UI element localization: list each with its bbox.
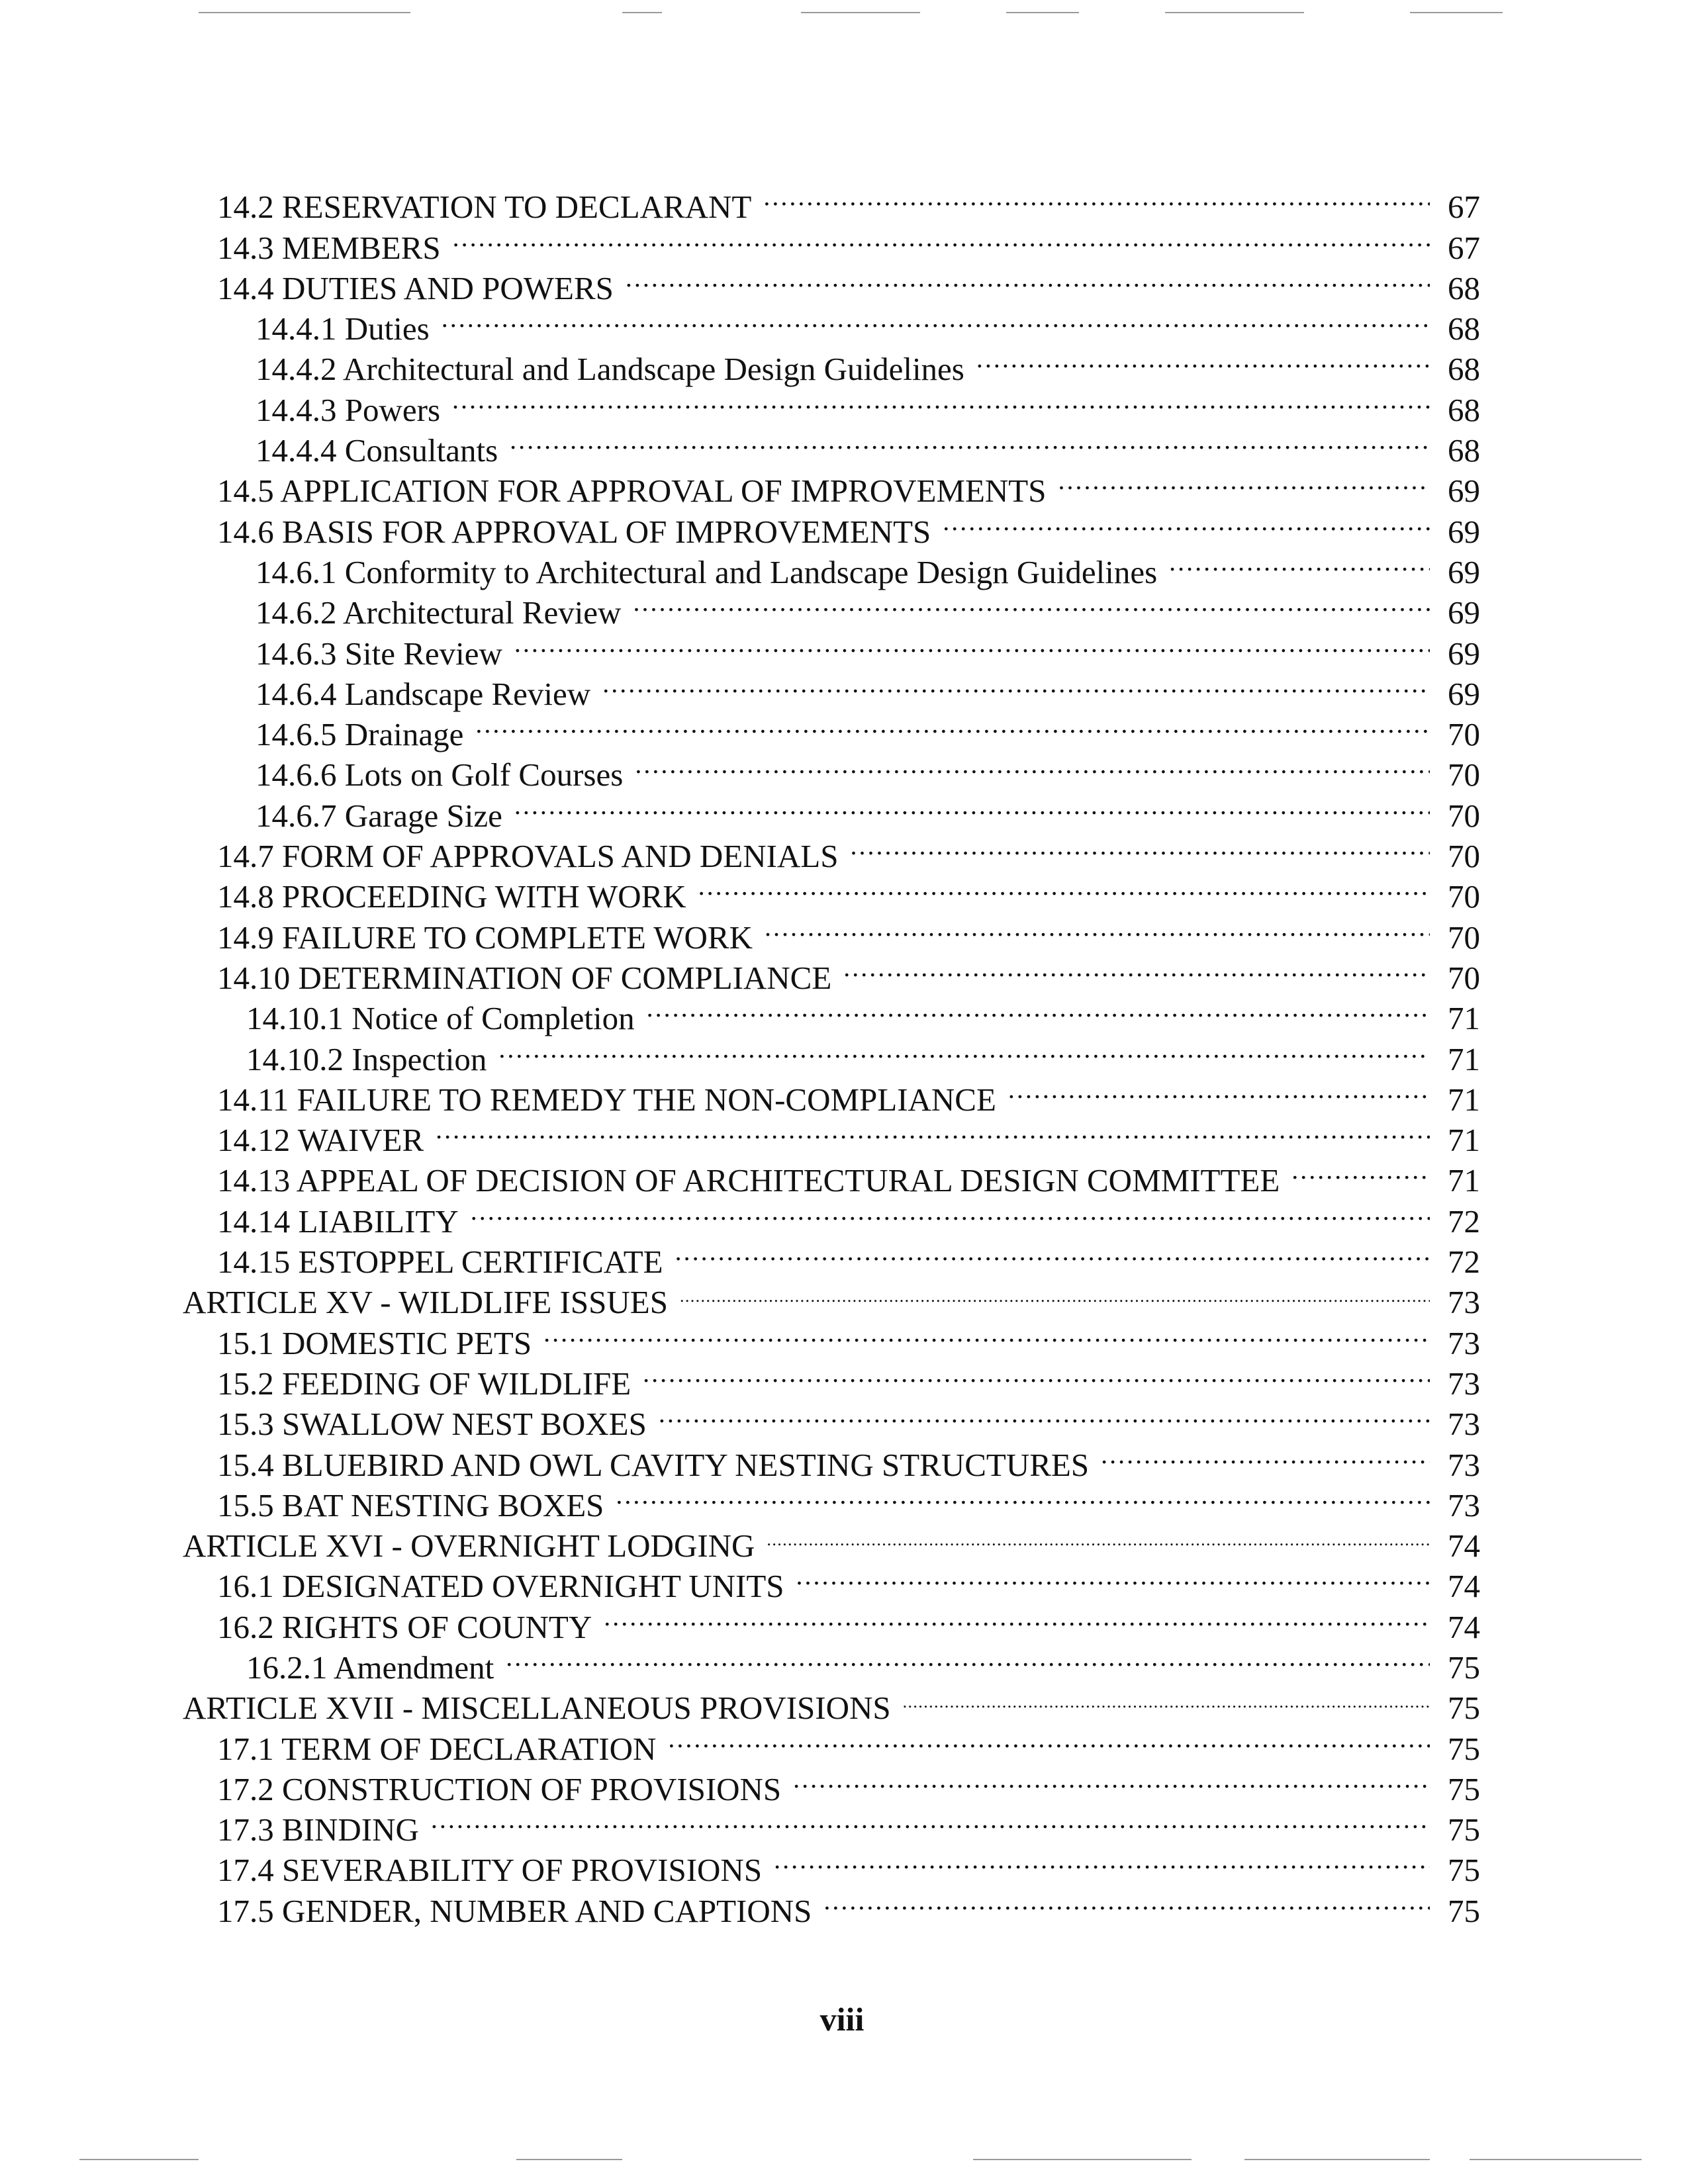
toc-entry-title: 14.2 RESERVATION TO DECLARANT bbox=[217, 189, 752, 226]
toc-entry-title: 14.4.2 Architectural and Landscape Design Guidelines bbox=[256, 351, 964, 388]
toc-entry-page-number: 70 bbox=[1448, 797, 1480, 834]
toc-entry-page-number: 68 bbox=[1448, 310, 1480, 347]
toc-entry-page-number: 71 bbox=[1448, 1162, 1480, 1199]
toc-entry-title: 14.6.7 Garage Size bbox=[256, 797, 502, 834]
toc-entry-title: 14.6.2 Architectural Review bbox=[256, 594, 622, 631]
toc-entry-title: 14.6.4 Landscape Review bbox=[256, 675, 591, 712]
toc-entry-page-number: 74 bbox=[1448, 1608, 1480, 1645]
table-of-contents bbox=[183, 177, 1480, 1929]
toc-entry-page-number: 70 bbox=[1448, 919, 1480, 956]
toc-entry-title: 14.15 ESTOPPEL CERTIFICATE bbox=[217, 1244, 663, 1281]
toc-dot-leader bbox=[796, 1557, 1430, 1597]
toc-entry-title: 14.14 LIABILITY bbox=[217, 1203, 459, 1240]
toc-entry-title: 14.3 MEMBERS bbox=[217, 229, 441, 266]
toc-entry-page-number: 75 bbox=[1448, 1852, 1480, 1889]
toc-dot-leader bbox=[604, 1597, 1430, 1637]
scan-artifact-bottom bbox=[0, 2159, 1684, 2163]
toc-entry-title: 14.4.4 Consultants bbox=[256, 432, 498, 469]
toc-entry-title: 14.4 DUTIES AND POWERS bbox=[217, 269, 614, 306]
toc-entry-title: 17.5 GENDER, NUMBER AND CAPTIONS bbox=[217, 1892, 812, 1929]
toc-entry-title: 17.3 BINDING bbox=[217, 1811, 419, 1848]
toc-dot-leader bbox=[643, 1354, 1430, 1394]
toc-entry-title: ARTICLE XV - WILDLIFE ISSUES bbox=[183, 1284, 668, 1321]
toc-dot-leader bbox=[823, 1881, 1430, 1921]
toc-entry-page-number: 68 bbox=[1448, 269, 1480, 306]
toc-entry-page-number: 67 bbox=[1448, 229, 1480, 266]
toc-dot-leader bbox=[436, 1111, 1430, 1151]
toc-entry-title: 14.6 BASIS FOR APPROVAL OF IMPROVEMENTS bbox=[217, 513, 931, 550]
toc-entry-page-number: 69 bbox=[1448, 675, 1480, 712]
toc-entry-page-number: 73 bbox=[1448, 1324, 1480, 1361]
toc-dot-leader bbox=[763, 177, 1430, 218]
toc-entry-title: 14.9 FAILURE TO COMPLETE WORK bbox=[217, 919, 753, 956]
toc-dot-leader bbox=[442, 299, 1430, 340]
toc-entry-page-number: 75 bbox=[1448, 1892, 1480, 1929]
toc-dot-leader bbox=[475, 705, 1430, 745]
toc-entry-page-number: 73 bbox=[1448, 1486, 1480, 1524]
toc-dot-leader bbox=[635, 745, 1430, 786]
toc-dot-leader bbox=[698, 867, 1430, 907]
toc-entry-page-number: 75 bbox=[1448, 1811, 1480, 1848]
toc-dot-leader bbox=[452, 380, 1430, 420]
toc-dot-leader bbox=[943, 502, 1430, 542]
toc-entry-title: 17.4 SEVERABILITY OF PROVISIONS bbox=[217, 1852, 763, 1889]
toc-entry-title: 15.4 BLUEBIRD AND OWL CAVITY NESTING STRUCTURES bbox=[217, 1446, 1090, 1483]
toc-entry-page-number: 71 bbox=[1448, 1000, 1480, 1037]
toc-entry-page-number: 71 bbox=[1448, 1040, 1480, 1077]
toc-dot-leader bbox=[514, 623, 1430, 664]
toc-dot-leader bbox=[1058, 461, 1430, 502]
toc-dot-leader bbox=[675, 1232, 1430, 1273]
toc-dot-leader bbox=[850, 827, 1430, 867]
toc-dot-leader bbox=[765, 907, 1430, 948]
toc-entry-title: 17.1 TERM OF DECLARATION bbox=[217, 1730, 657, 1767]
toc-entry-page-number: 70 bbox=[1448, 959, 1480, 996]
toc-entry-page-number: 70 bbox=[1448, 878, 1480, 915]
toc-dot-leader bbox=[471, 1191, 1430, 1232]
toc-dot-leader bbox=[774, 1841, 1430, 1881]
toc-dot-leader bbox=[793, 1760, 1430, 1800]
toc-entry-page-number: 73 bbox=[1448, 1446, 1480, 1483]
toc-entry-page-number: 73 bbox=[1448, 1365, 1480, 1402]
toc-entry-title: ARTICLE XVI - OVERNIGHT LODGING bbox=[183, 1527, 755, 1565]
toc-entry-page-number: 75 bbox=[1448, 1690, 1480, 1727]
toc-dot-leader bbox=[543, 1313, 1430, 1353]
toc-dot-leader bbox=[976, 340, 1430, 380]
toc-entry-page-number: 68 bbox=[1448, 351, 1480, 388]
toc-entry-title: 16.2 RIGHTS OF COUNTY bbox=[217, 1608, 592, 1645]
toc-dot-leader bbox=[767, 1516, 1430, 1557]
toc-dot-leader bbox=[510, 421, 1430, 461]
toc-entry-title: 14.6.3 Site Review bbox=[256, 635, 502, 672]
toc-dot-leader bbox=[843, 948, 1430, 989]
toc-dot-leader bbox=[602, 664, 1430, 705]
toc-entry-page-number: 75 bbox=[1448, 1649, 1480, 1686]
toc-entry-title: 14.6.6 Lots on Golf Courses bbox=[256, 756, 624, 794]
toc-dot-leader bbox=[1169, 543, 1430, 583]
toc-entry-page-number: 69 bbox=[1448, 513, 1480, 550]
toc-entry-title: 15.5 BAT NESTING BOXES bbox=[217, 1486, 604, 1524]
toc-entry-title: 14.7 FORM OF APPROVALS AND DENIALS bbox=[217, 838, 839, 875]
toc-dot-leader bbox=[506, 1638, 1430, 1678]
toc-entry-page-number: 69 bbox=[1448, 473, 1480, 510]
toc-entry-page-number: 69 bbox=[1448, 594, 1480, 631]
toc-dot-leader bbox=[1291, 1151, 1430, 1191]
toc-entry-page-number: 71 bbox=[1448, 1122, 1480, 1159]
toc-entry-title: 14.10.2 Inspection bbox=[246, 1040, 487, 1077]
toc-dot-leader bbox=[514, 786, 1430, 826]
toc-dot-leader bbox=[633, 583, 1430, 623]
toc-entry-page-number: 67 bbox=[1448, 189, 1480, 226]
toc-dot-leader bbox=[498, 1029, 1430, 1069]
toc-entry-title: 14.5 APPLICATION FOR APPROVAL OF IMPROVEMENTS bbox=[217, 473, 1047, 510]
toc-entry-title: 17.2 CONSTRUCTION OF PROVISIONS bbox=[217, 1770, 782, 1807]
toc-dot-leader bbox=[680, 1273, 1430, 1313]
toc-entry-page-number: 71 bbox=[1448, 1081, 1480, 1118]
toc-dot-leader bbox=[453, 218, 1430, 258]
toc-entry-title: 14.6.5 Drainage bbox=[256, 716, 464, 753]
toc-entry-page-number: 70 bbox=[1448, 838, 1480, 875]
toc-entry-page-number: 74 bbox=[1448, 1527, 1480, 1565]
toc-entry-title: 15.3 SWALLOW NEST BOXES bbox=[217, 1406, 647, 1443]
toc-dot-leader bbox=[1101, 1435, 1430, 1475]
toc-entry-title: 14.4.1 Duties bbox=[256, 310, 430, 347]
toc-entry-page-number: 68 bbox=[1448, 391, 1480, 428]
toc-entry-page-number: 73 bbox=[1448, 1406, 1480, 1443]
toc-dot-leader bbox=[431, 1800, 1430, 1841]
toc-entry-title: 15.2 FEEDING OF WILDLIFE bbox=[217, 1365, 632, 1402]
toc-entry-title: 14.13 APPEAL OF DECISION OF ARCHITECTURAL DESIGN COMMITTEE bbox=[217, 1162, 1280, 1199]
toc-entry-title: 16.2.1 Amendment bbox=[246, 1649, 494, 1686]
toc-entry-page-number: 74 bbox=[1448, 1568, 1480, 1605]
toc-dot-leader bbox=[647, 989, 1430, 1029]
toc-entry-page-number: 70 bbox=[1448, 756, 1480, 794]
toc-dot-leader bbox=[626, 259, 1430, 299]
toc-entry-title: 14.6.1 Conformity to Architectural and Landscape Design Guidelines bbox=[256, 553, 1158, 590]
toc-entry-page-number: 75 bbox=[1448, 1770, 1480, 1807]
toc-entry-title: 14.12 WAIVER bbox=[217, 1122, 424, 1159]
toc-entry-title: 15.1 DOMESTIC PETS bbox=[217, 1324, 532, 1361]
toc-entry-title: 14.10 DETERMINATION OF COMPLIANCE bbox=[217, 959, 832, 996]
toc-entry-title: 14.4.3 Powers bbox=[256, 391, 441, 428]
toc-entry-title: 14.11 FAILURE TO REMEDY THE NON-COMPLIANCE bbox=[217, 1081, 996, 1118]
toc-entry-title: 14.10.1 Notice of Completion bbox=[246, 1000, 635, 1037]
toc-entry bbox=[183, 177, 1480, 226]
toc-dot-leader bbox=[1008, 1070, 1430, 1111]
toc-dot-leader bbox=[903, 1678, 1430, 1719]
toc-entry-page-number: 69 bbox=[1448, 635, 1480, 672]
toc-entry-page-number: 69 bbox=[1448, 553, 1480, 590]
toc-dot-leader bbox=[659, 1394, 1430, 1435]
toc-dot-leader bbox=[668, 1719, 1430, 1759]
toc-dot-leader bbox=[616, 1476, 1430, 1516]
toc-entry-page-number: 70 bbox=[1448, 716, 1480, 753]
toc-entry-page-number: 68 bbox=[1448, 432, 1480, 469]
toc-entry-page-number: 72 bbox=[1448, 1244, 1480, 1281]
page-number: viii bbox=[819, 2001, 865, 2038]
toc-entry-title: ARTICLE XVII - MISCELLANEOUS PROVISIONS bbox=[183, 1690, 891, 1727]
toc-entry-page-number: 73 bbox=[1448, 1284, 1480, 1321]
scan-artifact-top bbox=[0, 12, 1684, 16]
toc-entry-title: 14.8 PROCEEDING WITH WORK bbox=[217, 878, 686, 915]
toc-entry-title: 16.1 DESIGNATED OVERNIGHT UNITS bbox=[217, 1568, 784, 1605]
toc-entry-page-number: 75 bbox=[1448, 1730, 1480, 1767]
toc-entry-page-number: 72 bbox=[1448, 1203, 1480, 1240]
